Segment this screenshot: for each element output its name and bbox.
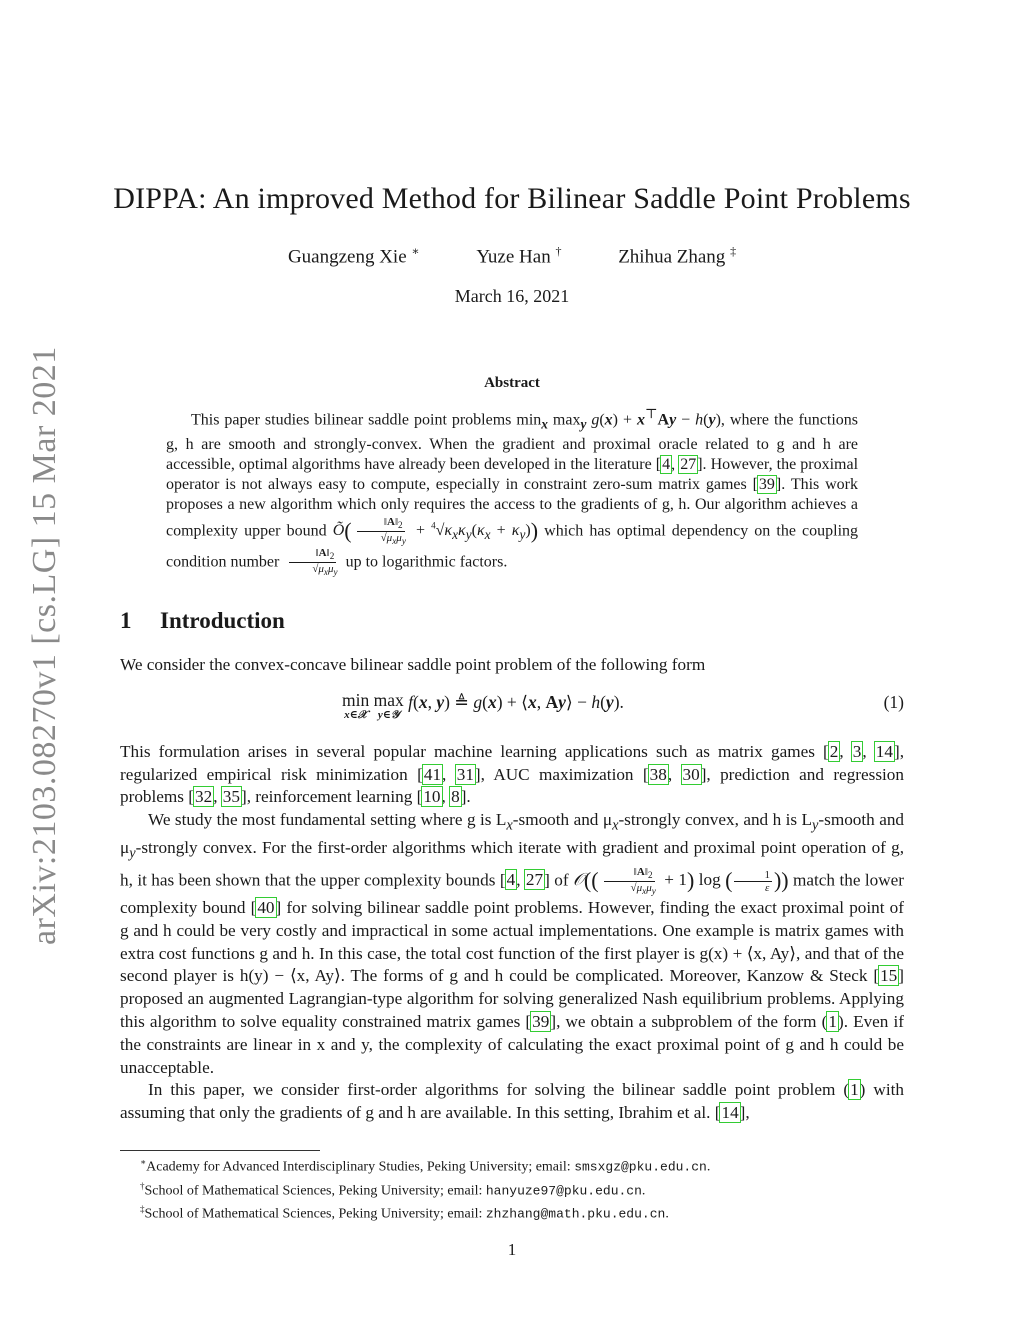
citation-link[interactable]: 27 bbox=[680, 455, 697, 473]
equation-reference-link[interactable]: 1 bbox=[850, 1080, 859, 1100]
abstract-body: This paper studies bilinear saddle point problems $\min_x \max_y g(x) + x^⊤Ay - h(y)$, where the functions g, h are smooth and strongly-convex. When the gradient and proximal oracle related to g and h are accessible, optimal algorithms have already been developed in the literature [4, 27]. However, the proximal operator is not always easy to compute, especially in constraint zero-sum matrix games [39]. This work proposes a new algorithm which only requires the access to the gradients of g, h. Our algorithm achieves a complexity upper bound Õ( $\frac{‖A‖_2}{√\mu_x\mu_y}$ + $^4√\kappa_x\kappa_y(\kappa_x + \kappa_y)$) which has optimal dependency on the coupling condition number $\frac{‖A‖_2}{√\mu_x\mu_y}$ up to logarithmic factors. bbox=[166, 406, 859, 578]
citation-link[interactable]: 41 bbox=[423, 764, 442, 784]
paragraph: In this paper, we consider first-order algorithms for solving the bilinear saddle point problem (1) with assuming that only the gradients of g and h are available. In this setting, Ibrahim et al. [14], bbox=[120, 1080, 904, 1123]
section-body bbox=[120, 654, 904, 1125]
citation-link[interactable]: 4 bbox=[506, 870, 516, 890]
author: Yuze Han † bbox=[476, 244, 562, 268]
citation-link[interactable]: 15 bbox=[880, 966, 898, 986]
citation-link[interactable]: 8 bbox=[451, 787, 460, 807]
footnote: ‡School of Mathematical Sciences, Peking University; email: zhzhang@math.pku.edu.cn. bbox=[140, 1204, 669, 1222]
email-address: smsxgz@pku.edu.cn bbox=[574, 1159, 707, 1175]
abstract-heading: Abstract bbox=[484, 375, 540, 391]
citation-link[interactable]: 14 bbox=[875, 741, 893, 761]
footnote: †School of Mathematical Sciences, Peking University; email: hanyuze97@pku.edu.cn. bbox=[140, 1180, 646, 1199]
paper-title: DIPPA: An improved Method for Bilinear Saddle Point Problems bbox=[113, 182, 911, 215]
footnotes bbox=[120, 1153, 920, 1224]
footnote-divider bbox=[120, 1150, 320, 1151]
publication-date: March 16, 2021 bbox=[454, 286, 570, 306]
author: Guangzeng Xie ∗ bbox=[287, 244, 420, 268]
citation-link[interactable]: 4 bbox=[662, 455, 671, 473]
equation-label: (1) bbox=[883, 691, 904, 712]
section-heading: 1 Introduction bbox=[120, 608, 285, 633]
citation-link[interactable]: 10 bbox=[423, 787, 441, 807]
paragraph: We consider the convex-concave bilinear saddle point problem of the following form bbox=[120, 655, 706, 674]
coupling-condition-number: $\frac{‖A‖_2}{√\mu_x\mu_y}$ bbox=[285, 547, 339, 578]
author-list bbox=[0, 244, 1024, 268]
footnote: ∗Academy for Advanced Interdisciplinary Studies, Peking University; email: smsxgz@pku.edu.cn. bbox=[140, 1157, 711, 1175]
complexity-formula: Õ( $\frac{‖A‖_2}{√\mu_x\mu_y}$ + $^4√\kappa_x\kappa_y(\kappa_x + \kappa_y)$) bbox=[332, 515, 539, 546]
upper-bound-formula: 𝒪(( $\frac{‖A‖_2}{√\mu_x\mu_y}$ + 1) log ( $\frac{1}{\varepsilon}$ )) bbox=[573, 865, 789, 897]
author: Zhihua Zhang ‡ bbox=[618, 244, 737, 268]
page-number: 1 bbox=[507, 1240, 517, 1259]
arxiv-side-stamp: arXiv:2103.08270v1 [cs.LG] 15 Mar 2021 bbox=[26, 346, 63, 945]
citation-link[interactable]: 27 bbox=[525, 870, 544, 890]
citation-link[interactable]: 39 bbox=[532, 1012, 550, 1032]
paragraph: This formulation arises in several popular machine learning applications such as matrix games [2, 3, 14], regularized empirical risk minimization [41, 31], AUC maximization [38, 30], prediction and regression problems [32, 35], reinforcement learning [10, 8]. bbox=[120, 741, 905, 807]
email-address: zhzhang@math.pku.edu.cn bbox=[485, 1206, 666, 1222]
citation-link[interactable]: 35 bbox=[222, 787, 240, 807]
equation-reference-link[interactable]: 1 bbox=[828, 1012, 837, 1032]
citation-link[interactable]: 14 bbox=[721, 1103, 739, 1123]
citation-link[interactable]: 39 bbox=[758, 476, 775, 494]
citation-link[interactable]: 30 bbox=[682, 764, 700, 784]
citation-link[interactable]: 2 bbox=[829, 741, 839, 761]
citation-link[interactable]: 31 bbox=[456, 764, 474, 784]
citation-link[interactable]: 3 bbox=[852, 741, 862, 761]
citation-link[interactable]: 40 bbox=[257, 898, 275, 918]
citation-link[interactable]: 32 bbox=[195, 787, 213, 807]
equation-1: min x∈𝒳 max y∈𝒴 f(x, y) ≜ g(x) + ⟨x, Ay⟩ − h(y). (1) bbox=[342, 689, 904, 721]
email-address: hanyuze97@pku.edu.cn bbox=[485, 1183, 642, 1199]
paragraph: We study the most fundamental setting where g is $L_x$-smooth and $\mu_x$-strongly convex, and h is $L_y$-smooth and $\mu_y$-strongly convex. For the first-order algorithms which iterate with gradient and proximal point operation of g, h, it has been shown that the upper complexity bounds [4, 27] of 𝒪(( $\frac{‖A‖_2}{√\mu_x\mu_y}$ + 1) log ( $\frac{1}{\varepsilon}$ )) match the lower complexity bound [40] for solving bilinear saddle point problems. However, finding the exact proximal point of g and h could be very costly and impractical in some actual implementations. One example is matrix games with extra cost functions g and h. In this case, the total cost function of the first player is g(x) + ⟨x, Ay⟩, and that of the second player is h(y) − ⟨x, Ay⟩. The forms of g and h could be complicated. Moreover, Kanzow & Steck [15] proposed an augmented Lagrangian-type algorithm for solving generalized Nash equilibrium problems. Applying this algorithm to solve equality constrained matrix games [39], we obtain a subproblem of the form (1). Even if the constraints are linear in x and y, the complexity of calculating the exact proximal point of g and h could be unacceptable. bbox=[120, 810, 905, 1077]
citation-link[interactable]: 38 bbox=[649, 764, 667, 784]
